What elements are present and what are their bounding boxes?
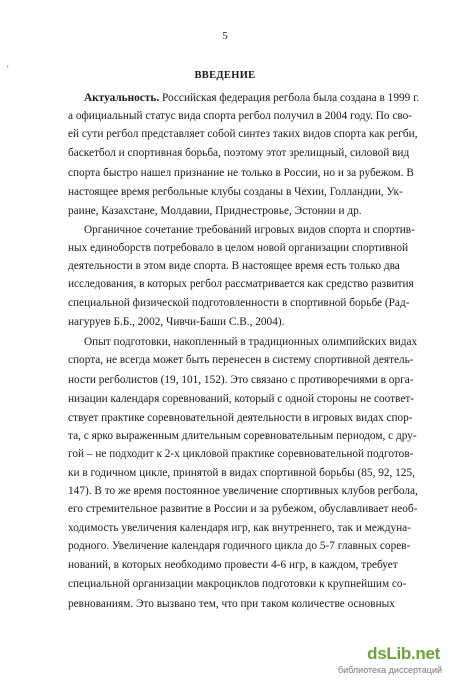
watermark-subtitle: библиотека диссертаций xyxy=(337,665,442,675)
lead-sentence: Российская федерация регбола была создана в 1999 г. xyxy=(159,92,420,104)
text-line: Органичное сочетание требований игровых видов спорта и спортив- xyxy=(84,224,415,236)
margin-mark: ' xyxy=(7,64,9,74)
text-line: ходимость увеличения календаря игр, как внутреннего, так и междуна- xyxy=(68,522,411,534)
text-line: специальной организации макроциклов подготовки к крупнейшим со- xyxy=(68,578,407,590)
text-line: та, с ярко выраженным длительным соревновательным периодом, с дру- xyxy=(68,430,417,442)
text-line: раине, Казахстане, Молдавии, Приднестровье, Эстонии и др. xyxy=(68,205,362,217)
text-line: а официальный статус вида спорта регбол получил в 2004 году. По сво- xyxy=(68,110,413,122)
text-line: ствует практике соревновательной деятельности в игровых видах спор- xyxy=(68,412,413,424)
text-line: родного. Увеличение календаря годичного цикла до 5-7 главных сорев- xyxy=(68,540,411,552)
text-line: специальной физической подготовленности в спортивной борьбе (Рад- xyxy=(68,297,410,309)
text-line: исследования, в которых регбол рассматривается как средство развития xyxy=(68,278,414,290)
watermark xyxy=(338,644,442,678)
text-line: ревнованиям. Это вызвано тем, что при таком количестве основных xyxy=(68,598,395,610)
text-line: ки в годичном цикле, принятой в видах спортивной борьбы (85, 92, 125, xyxy=(68,467,415,479)
text-line: настоящее время регбольные клубы созданы в Чехии, Голландии, Ук- xyxy=(68,186,403,198)
section-heading: ВВЕДЕНИЕ xyxy=(194,70,256,81)
text-line: его стремительное развитие в России и за рубежом, обуславливает необ- xyxy=(68,503,418,515)
text-line: баскетбол и спортивная борьба, поэтому этот зрелищный, силовой вид xyxy=(68,147,410,159)
text-line: ных единоборств потребовало в целом новой организации спортивной xyxy=(68,242,409,254)
text-line: 147). В то же время постоянное увеличение спортивных клубов регбола, xyxy=(68,485,418,497)
text-line: спорта быстро нашел признание не только в России, но и за рубежом. В xyxy=(68,167,414,179)
watermark-logo: dsLib.net xyxy=(367,644,440,663)
lead-term: Актуальность. xyxy=(84,92,160,104)
text-line: нований, в которых необходимо провести 4-6 игр, в каждом, требует xyxy=(68,559,398,571)
text-line: ей сути регбол представляет собой синтез таких видов спорта как регби, xyxy=(68,128,418,140)
text-line: Опыт подготовки, накопленный в традиционных олимпийских видах xyxy=(84,336,418,348)
text-line xyxy=(84,91,419,105)
text-line: ности регболистов (19, 101, 152). Это связано с противоречиями в орга- xyxy=(68,374,414,386)
text-line: нагуруев Б.Б., 2002, Чивчи-Баши С.В., 2004). xyxy=(68,316,285,328)
text-line: гой – не подходит к 2-х цикловой практике соревновательной подготов- xyxy=(68,448,414,460)
text-line: деятельности в этом виде спорта. В настоящее время есть только два xyxy=(68,260,400,272)
text-line: низации календаря соревнований, который с одной стороны не соответ- xyxy=(68,393,415,405)
page-number: 5 xyxy=(222,30,228,42)
text-line: спорта, не всегда может быть перенесен в систему спортивной деятель- xyxy=(68,354,414,366)
